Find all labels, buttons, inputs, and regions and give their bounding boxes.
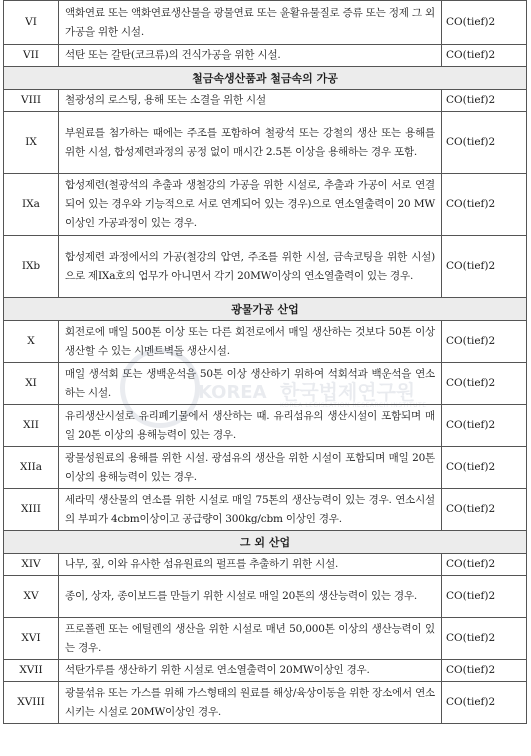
facility-table-body (4, 1, 527, 724)
row-description: 나무, 짚, 이와 유사한 섬유원료의 펄프를 추출하기 위한 시설. (59, 554, 442, 576)
row-description: 세라믹 생산물의 연소를 위한 시설로 매일 75톤의 생산능력이 있는 경우. 연소시설의 부피가 4cbm이상이고 공급량이 300kg/cbm 이상인 경우. (59, 489, 442, 531)
row-number: XVI (4, 618, 59, 660)
section-title: 철금속생산품과 철금속의 가공 (4, 67, 527, 90)
table-row (4, 489, 527, 531)
row-code: CO(tief)2 (442, 447, 527, 489)
row-code: CO(tief)2 (442, 112, 527, 174)
document-page (3, 0, 527, 724)
section-header (4, 67, 527, 90)
table-row (4, 363, 527, 405)
row-number: XVII (4, 660, 59, 682)
row-description: 종이, 상자, 종이보드를 만들기 위한 시설로 매일 20톤의 생산능력이 있는 경우. (59, 576, 442, 618)
table-row (4, 576, 527, 618)
row-description: 액화연료 또는 액화연료생산물을 광물연료 또는 윤활유물질로 증류 또는 정제 그 외 가공을 위한 시설. (59, 1, 442, 45)
row-number: XIV (4, 554, 59, 576)
section-header (4, 298, 527, 321)
row-number: IXb (4, 236, 59, 298)
watermark-korea: KOREA (198, 382, 267, 403)
row-number: IXa (4, 174, 59, 236)
row-code: CO(tief)2 (442, 405, 527, 447)
row-code: CO(tief)2 (442, 363, 527, 405)
table-row (4, 236, 527, 298)
row-number: XVIII (4, 682, 59, 724)
row-description: 철광성의 로스팅, 용해 또는 소결을 위한 시설 (59, 90, 442, 112)
table-row (4, 321, 527, 363)
row-code: CO(tief)2 (442, 45, 527, 67)
row-description: 매일 생석회 또는 생백운석을 50톤 이상 생산하기 위하여 석회석과 백운석을 연소하는 시설. (59, 363, 442, 405)
row-description: 부원료를 첨가하는 때에는 주조를 포함하여 철광석 또는 강철의 생산 또는 용해를 위한 시설, 합성제련과정의 공정 없이 매시간 2.5톤 이상을 용해하는 경우 포함. (59, 112, 442, 174)
table-row (4, 554, 527, 576)
row-code: CO(tief)2 (442, 90, 527, 112)
row-number: VIII (4, 90, 59, 112)
facility-table (3, 0, 527, 724)
table-row (4, 660, 527, 682)
row-description: 프로폴렌 또는 에틸렌의 생산을 위한 시설로 매년 50,000톤 이상의 생산능력이 있는 경우. (59, 618, 442, 660)
table-row (4, 174, 527, 236)
table-row (4, 618, 527, 660)
watermark-institute-english: KOREA LEGISLATION RESEARCH INSTITUTE (280, 402, 427, 409)
row-number: VI (4, 1, 59, 45)
row-number: XI (4, 363, 59, 405)
row-number: VII (4, 45, 59, 67)
row-code: CO(tief)2 (442, 321, 527, 363)
row-number: IX (4, 112, 59, 174)
row-description: 석탄 또는 갈탄(코크류)의 건식가공을 위한 시설. (59, 45, 442, 67)
row-description: 회전로에 매일 500톤 이상 또는 다른 회전로에서 매일 생산하는 것보다 50톤 이상 생산할 수 있는 시멘트벽돌 생산시설. (59, 321, 442, 363)
row-description: 유리생산시설로 유리폐기물에서 생산하는 때. 유리섬유의 생산시설이 포함되며 매일 20톤 이상의 용해능력이 있는 경우. (59, 405, 442, 447)
table-row (4, 45, 527, 67)
row-description: 석탄가루를 생산하기 위한 시설로 연소열출력이 20MW이상인 경우. (59, 660, 442, 682)
row-code: CO(tief)2 (442, 489, 527, 531)
row-code: CO(tief)2 (442, 1, 527, 45)
row-code: CO(tief)2 (442, 660, 527, 682)
row-description: 합성제련(철광석의 추출과 생철강의 가공을 위한 시설로, 추출과 가공이 서로 연결되어 있는 경우와 기능적으로 서로 연계되어 있는 경우)으로 연소열출력이 20 MW이상인 가공과정이 있는 경우. (59, 174, 442, 236)
table-row (4, 90, 527, 112)
row-description: 광물섞유 또는 가스를 위해 가스형태의 원료를 해상/육상이동을 위한 장소에서 연소시키는 시설로 20MW이상인 경우. (59, 682, 442, 724)
row-code: CO(tief)2 (442, 236, 527, 298)
row-number: X (4, 321, 59, 363)
section-header (4, 531, 527, 554)
watermark-institute-name: 한국법제연구원 (280, 380, 416, 404)
row-number: XII (4, 405, 59, 447)
section-title: 광물가공 산업 (4, 298, 527, 321)
table-row (4, 1, 527, 45)
row-code: CO(tief)2 (442, 174, 527, 236)
row-code: CO(tief)2 (442, 576, 527, 618)
table-row (4, 112, 527, 174)
row-code: CO(tief)2 (442, 618, 527, 660)
table-row (4, 447, 527, 489)
row-code: CO(tief)2 (442, 682, 527, 724)
row-number: XV (4, 576, 59, 618)
row-code: CO(tief)2 (442, 554, 527, 576)
row-number: XIIa (4, 447, 59, 489)
table-row (4, 405, 527, 447)
row-description: 광물성원료의 용해를 위한 시설. 광섬유의 생산을 위한 시설이 포함되며 매일 20톤 이상의 용해능력이 있는 경우. (59, 447, 442, 489)
section-title: 그 외 산업 (4, 531, 527, 554)
row-description: 합성제련 과정에서의 가공(철강의 압연, 주조를 위한 시설, 금속코팅을 위한 시설)으로 제IXa호의 업무가 아니면서 각기 20MW이상의 연소열출력이 있는 경우. (59, 236, 442, 298)
row-number: XIII (4, 489, 59, 531)
table-row (4, 682, 527, 724)
